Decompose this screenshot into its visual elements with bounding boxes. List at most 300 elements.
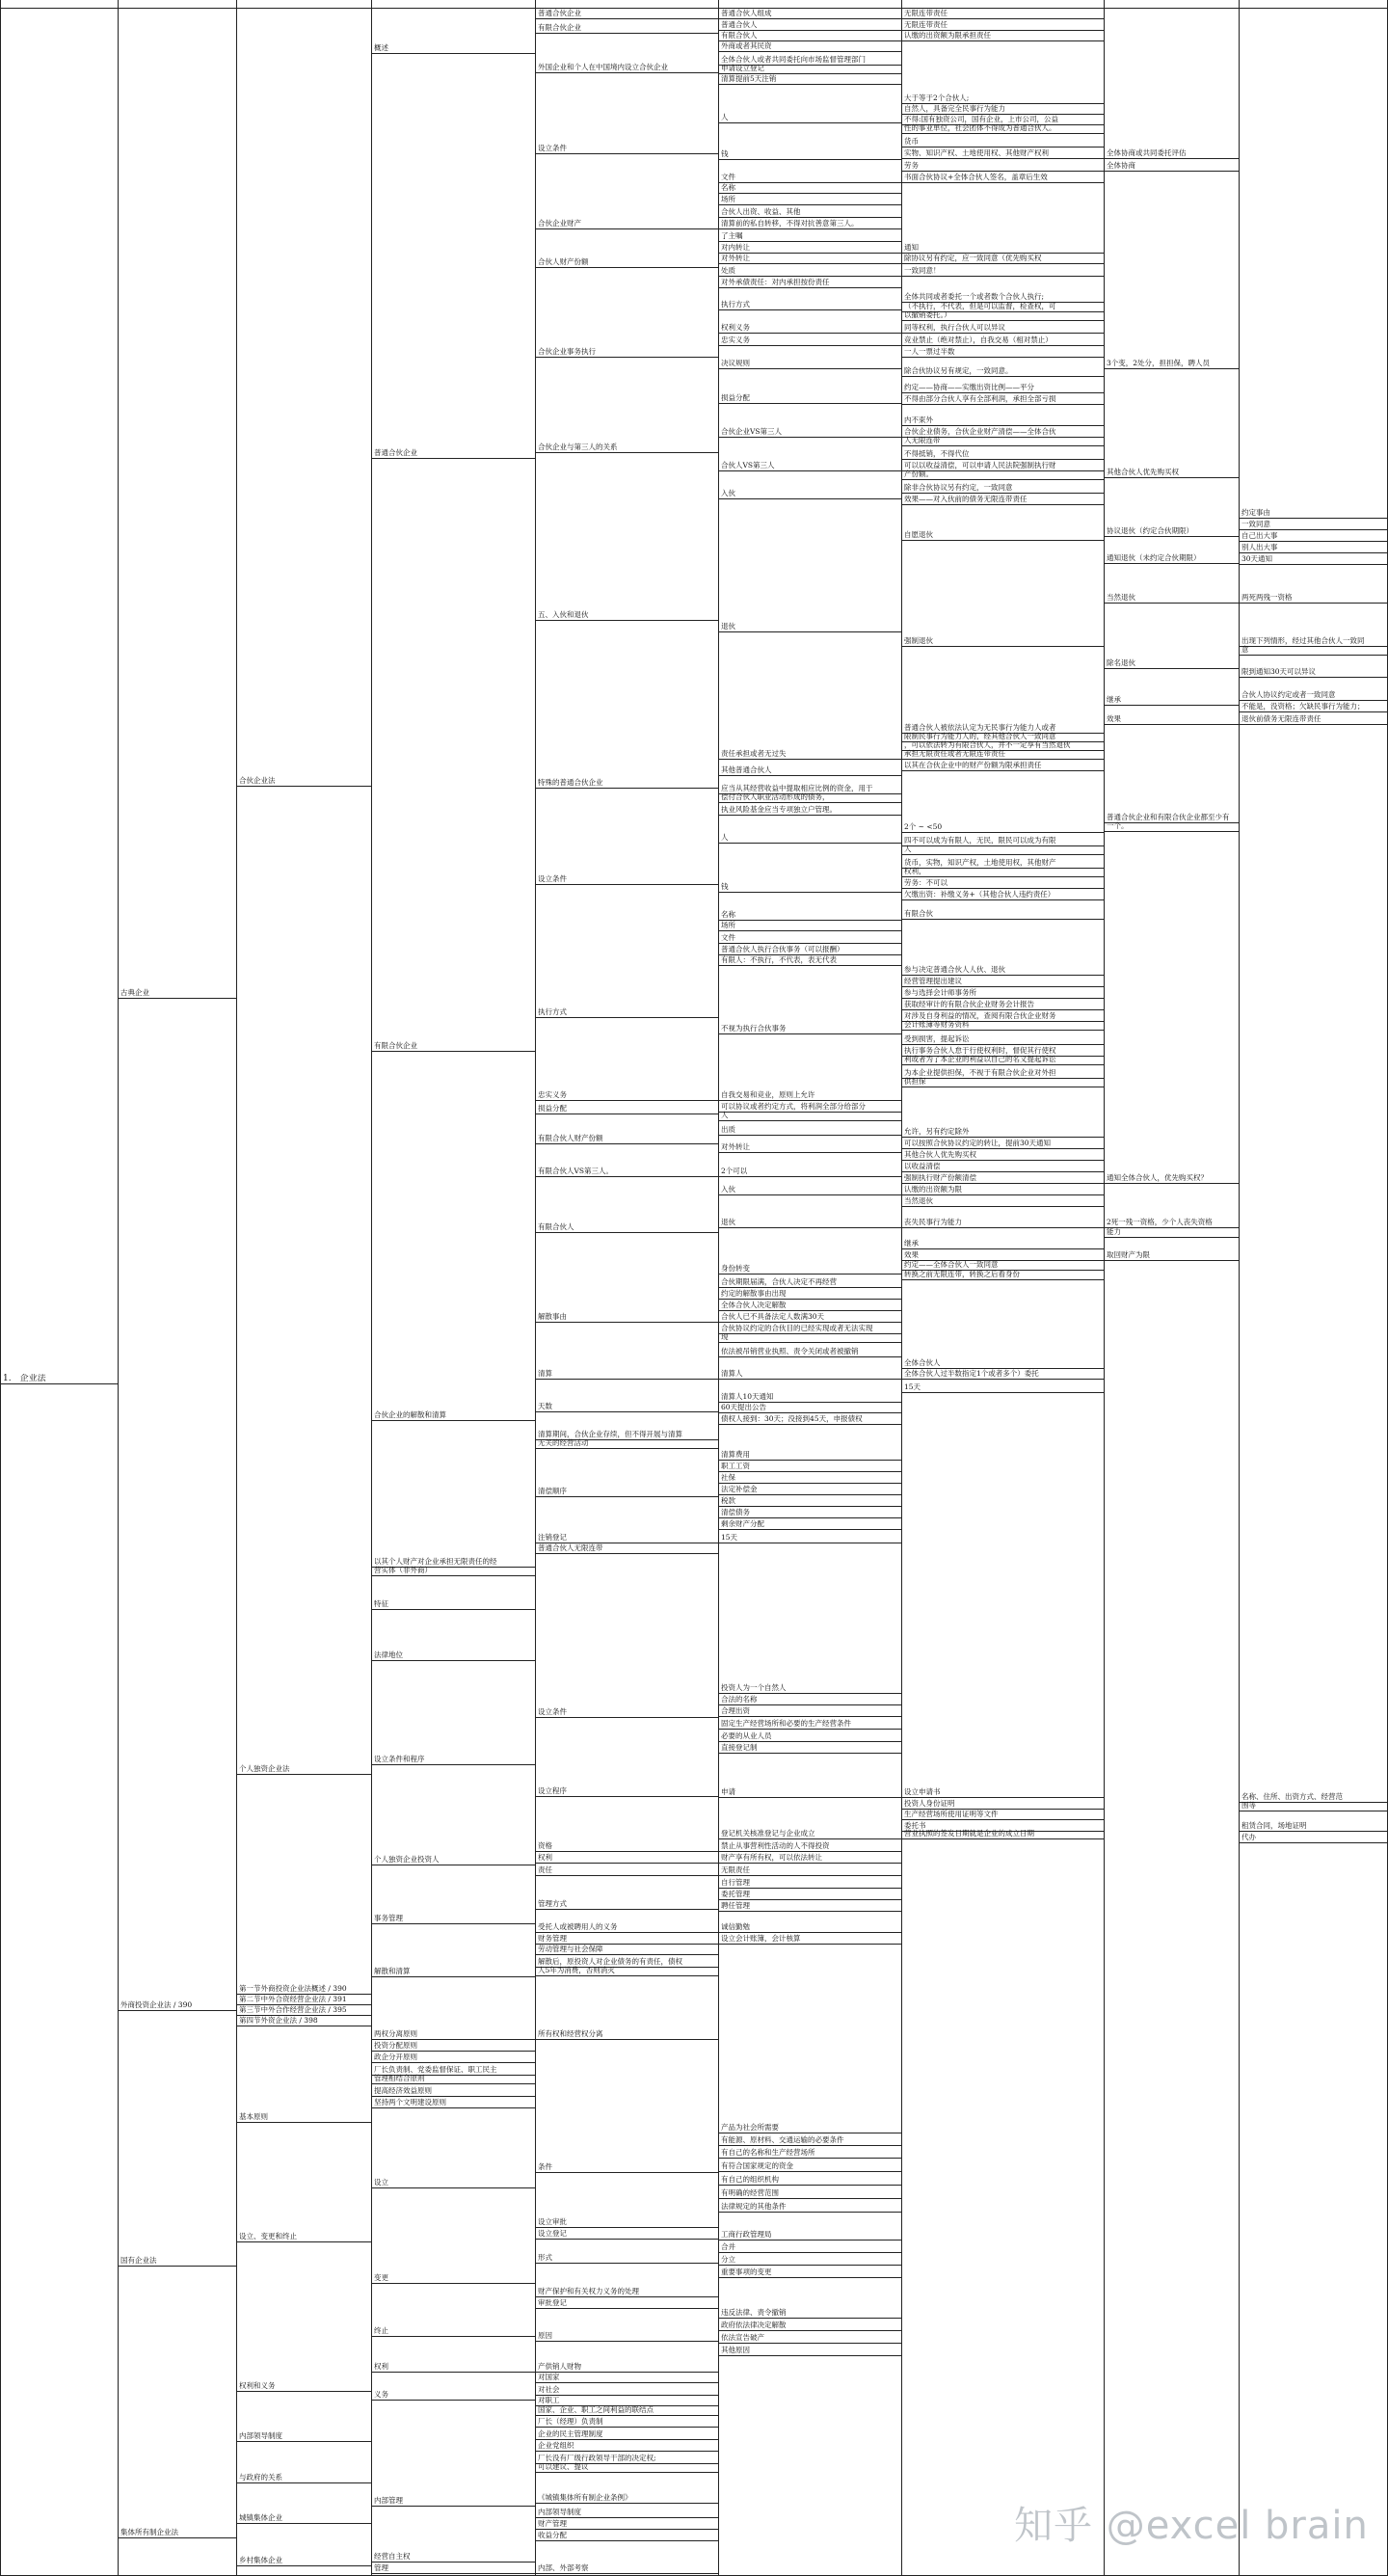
- row-divider: [718, 1333, 901, 1334]
- cell-text: 设立条件和程序: [374, 1755, 425, 1763]
- row-divider: [1239, 677, 1388, 678]
- cell-text: 权利: [538, 1853, 552, 1862]
- cell-text: 法定补偿金: [721, 1485, 758, 1493]
- cell-text: 有限合伙人财产份额: [538, 1134, 603, 1142]
- row-divider: [535, 620, 718, 621]
- cell-text: 代办: [1241, 1833, 1256, 1841]
- row-divider: [118, 2266, 236, 2267]
- row-divider: [718, 204, 901, 205]
- row-divider: [535, 1448, 718, 1449]
- row-divider: [1104, 603, 1239, 604]
- row-divider: [371, 2372, 535, 2373]
- cell-text: 了主嘱: [721, 231, 743, 240]
- cell-text: 投资分配原则: [374, 2041, 417, 2050]
- cell-text: 与政府的关系: [239, 2473, 282, 2482]
- cell-text: 投资人身份证明: [904, 1799, 955, 1808]
- row-divider: [371, 2506, 535, 2507]
- cell-text: 法律地位: [374, 1650, 403, 1659]
- column-border-1: [118, 0, 119, 2576]
- cell-text: 不得由部分合伙人享有全部利润，承担全部亏损: [904, 394, 1056, 403]
- cell-text: 申请: [721, 1787, 735, 1796]
- cell-text: 偿付合伙人职业活动形成的债务，: [721, 792, 830, 801]
- cell-text: 设立申请书: [904, 1787, 941, 1796]
- cell-text: 文件: [721, 933, 735, 942]
- cell-text: 劳动管理与社会保障: [538, 1945, 603, 1953]
- row-divider: [901, 333, 1104, 334]
- row-divider: [371, 2051, 535, 2052]
- cell-text: 坚持两个文明建设原则: [374, 2098, 446, 2106]
- cell-text: 普通合伙人组成: [721, 9, 772, 17]
- row-divider: [371, 2283, 535, 2284]
- row-divider: [718, 2330, 901, 2331]
- row-divider: [371, 2083, 535, 2084]
- cell-text: 无限连带责任: [904, 20, 948, 29]
- cell-text: 通知全体合伙人，优先购买权？: [1107, 1173, 1208, 1182]
- cell-text: 设立: [374, 2178, 388, 2187]
- row-divider: [901, 158, 1104, 159]
- cell-text: 忠实义务: [721, 335, 750, 344]
- row-divider: [371, 458, 535, 459]
- row-divider: [1104, 668, 1239, 669]
- row-divider: [535, 2451, 718, 2452]
- cell-text: 转换之前无限连带，转换之后看身份: [904, 1270, 1020, 1278]
- cell-text: 强制退伙: [904, 636, 933, 645]
- row-divider: [718, 2240, 901, 2241]
- row-divider: [535, 1100, 718, 1101]
- row-divider: [535, 153, 718, 154]
- cell-text: 古典企业: [120, 988, 149, 997]
- cell-text: 清算人10天通知: [721, 1392, 774, 1401]
- cell-text: 必要的从业人员: [721, 1731, 772, 1740]
- cell-text: 个人独资企业投资人: [374, 1855, 440, 1864]
- cell-text: 形式: [538, 2253, 552, 2262]
- row-divider: [535, 1017, 718, 1018]
- row-divider: [535, 1954, 718, 1955]
- cell-text: 财务管理: [538, 1934, 567, 1943]
- cell-text: 别人出大事: [1241, 543, 1278, 551]
- cell-text: 无限责任: [721, 1865, 750, 1874]
- cell-text: 效果——对入伙前的债务无限连带责任: [904, 495, 1028, 503]
- cell-text: 重要事项的变更: [721, 2267, 772, 2276]
- cell-text: 允许，另有约定除外: [904, 1127, 970, 1136]
- row-divider: [901, 345, 1104, 346]
- cell-text: 为本企业提供担保，不视于有限合伙企业对外担: [904, 1068, 1056, 1077]
- row-divider: [718, 1888, 901, 1889]
- row-divider: [718, 345, 901, 346]
- row-divider: [718, 1753, 901, 1754]
- cell-text: 清算提前5天注销: [721, 74, 777, 83]
- row-divider: [718, 1704, 901, 1705]
- cell-text: 财产享有所有权，可以依法转让: [721, 1853, 822, 1862]
- cell-text: 15天: [721, 1533, 738, 1542]
- cell-text: 固定生产经营场所和必要的生产经营条件: [721, 1719, 851, 1728]
- row-divider: [901, 759, 1104, 760]
- row-divider: [901, 1030, 1104, 1031]
- cell-text: 依法宣告破产: [721, 2333, 764, 2342]
- cell-text: 其他合伙人优先购买权: [904, 1150, 976, 1159]
- row-divider: [901, 540, 1104, 541]
- row-divider: [718, 182, 901, 183]
- row-divider: [901, 1248, 1104, 1249]
- row-divider: [901, 1137, 1104, 1138]
- cell-text: 两权分离原则: [374, 2029, 417, 2038]
- cell-text: 不视为执行合伙事务: [721, 1024, 787, 1033]
- cell-text: 2个 ~ <50: [904, 822, 943, 831]
- row-divider: [371, 1575, 535, 1576]
- row-divider: [718, 1529, 901, 1530]
- cell-text: 第四节外资企业法 / 398: [239, 2016, 318, 2025]
- cell-text: 聘任管理: [721, 1901, 750, 1910]
- cell-text: 管理相结合原则: [374, 2074, 425, 2082]
- cell-text: 实物、知识产权、土地使用权、其他财产权利: [904, 148, 1049, 157]
- row-divider: [535, 1932, 718, 1933]
- cell-text: 提高经济效益原则: [374, 2086, 432, 2095]
- cell-text: 《城镇集体所有制企业条例》: [538, 2493, 632, 2502]
- row-divider: [901, 868, 1104, 869]
- row-divider: [1239, 518, 1388, 519]
- cell-text: 合伙企业的解散和清算: [374, 1410, 446, 1419]
- row-divider: [535, 267, 718, 268]
- row-divider: [718, 368, 901, 369]
- row-divider: [718, 1227, 901, 1228]
- cell-text: 内部管理: [374, 2496, 403, 2505]
- row-divider: [901, 1044, 1104, 1045]
- row-divider: [718, 2277, 901, 2278]
- row-divider: [535, 884, 718, 885]
- cell-text: 人: [721, 1111, 729, 1119]
- row-divider: [535, 1796, 718, 1797]
- row-divider: [236, 1774, 371, 1775]
- cell-text: 第二节中外合资经营企业法 / 391: [239, 1995, 347, 2003]
- row-divider: [718, 84, 901, 85]
- cell-text: 债权人接到：30天；没接到45天，申报债权: [721, 1414, 863, 1423]
- row-divider: [718, 1875, 901, 1876]
- row-divider: [901, 392, 1104, 393]
- row-divider: [236, 2482, 371, 2483]
- cell-text: 合伙人已不具备法定人数满30天: [721, 1312, 825, 1321]
- cell-text: 内部、外部考察: [538, 2563, 589, 2572]
- row-divider: [718, 1310, 901, 1311]
- cell-text: 责任: [538, 1865, 552, 1874]
- row-divider: [371, 2562, 535, 2563]
- cell-text: 管理: [374, 2563, 388, 2572]
- row-divider: [1104, 1237, 1239, 1238]
- cell-text: 损益分配: [721, 393, 750, 402]
- row-divider: [718, 2171, 901, 2172]
- cell-text: 解散和清算: [374, 1967, 411, 1975]
- cell-text: 全体共同或者委托一个或者数个合伙人执行;: [904, 292, 1045, 301]
- cell-text: 对外转让: [721, 1142, 750, 1151]
- row-divider: [535, 2503, 718, 2504]
- cell-text: 性的事业单位，社会团体不得成为普通合伙人。: [904, 123, 1056, 132]
- cell-text: 供担保: [904, 1077, 926, 1086]
- cell-text: 对内转让: [721, 243, 750, 252]
- row-divider: [901, 1064, 1104, 1065]
- row-divider: [901, 445, 1104, 446]
- cell-text: 书面合伙协议+全体合伙人签名，盖章后生效: [904, 173, 1048, 181]
- cell-text: 权利，: [904, 867, 926, 875]
- row-divider: [718, 263, 901, 264]
- cell-text: 全体合伙人过半数指定1个或者多个）委托: [904, 1369, 1039, 1378]
- row-divider: [535, 1975, 718, 1976]
- cell-text: 无限连带责任: [904, 9, 948, 17]
- row-divider: [901, 171, 1104, 172]
- row-divider: [901, 425, 1104, 426]
- cell-text: 参与选择会计师事务所: [904, 988, 976, 997]
- row-divider: [718, 802, 901, 803]
- cell-text: 注销登记: [538, 1533, 567, 1542]
- row-divider: [718, 51, 901, 52]
- row-divider: [718, 815, 901, 816]
- row-divider: [718, 631, 901, 632]
- row-divider: [535, 1411, 718, 1412]
- cell-text: 租赁合同，场地证明: [1241, 1821, 1307, 1830]
- cell-text: 名称、住所、出资方式、经营范: [1241, 1792, 1343, 1801]
- cell-text: 特殊的普通合伙企业: [538, 778, 603, 787]
- cell-text: 申请设立登记: [721, 64, 764, 72]
- row-divider: [901, 1183, 1104, 1184]
- cell-text: 外商投资企业法 / 390: [120, 2000, 193, 2009]
- row-divider: [718, 1797, 901, 1798]
- row-divider: [535, 1496, 718, 1497]
- row-divider: [1239, 646, 1388, 647]
- row-divider: [236, 2241, 371, 2242]
- cell-text: 执行事务合伙人怠于行使权利时，督促其行使权: [904, 1046, 1056, 1055]
- column-border-6: [901, 0, 902, 2576]
- cell-text: 货币: [904, 137, 919, 146]
- cell-text: 全体合伙人或者共同委托向市场监督管理部门: [721, 55, 866, 64]
- row-divider: [371, 1660, 535, 1661]
- cell-text: 清算前的私自转移，不得对抗善意第三人。: [721, 219, 859, 228]
- row-divider: [718, 1944, 901, 1945]
- cell-text: 有限合伙人: [538, 1222, 574, 1231]
- cell-text: 效果: [904, 1250, 919, 1259]
- row-divider: [718, 241, 901, 242]
- row-divider: [718, 1176, 901, 1177]
- row-divider: [718, 2265, 901, 2266]
- row-divider: [718, 1322, 901, 1323]
- row-divider: [371, 1051, 535, 1052]
- cell-text: 约定事由: [1241, 508, 1270, 517]
- row-divider: [1104, 171, 1239, 172]
- row-divider: [535, 2427, 718, 2428]
- row-divider: [1239, 1831, 1388, 1832]
- row-divider: [535, 1909, 718, 1910]
- cell-text: 约定——全体合伙人一致同意: [904, 1260, 999, 1269]
- cell-text: 普通合伙企业: [538, 9, 581, 17]
- row-divider: [535, 1875, 718, 1876]
- watermark: 知乎 @excel brain: [1014, 2504, 1369, 2548]
- cell-text: 全体合伙人决定解散: [721, 1301, 787, 1309]
- row-divider: [535, 2239, 718, 2240]
- row-divider: [718, 759, 901, 760]
- cell-text: 收益分配: [538, 2531, 567, 2539]
- row-divider: [118, 2010, 236, 2011]
- cell-text: 依法被吊销营业执照、责令关闭或者被撤销: [721, 1347, 859, 1355]
- cell-text: 名称: [721, 183, 735, 192]
- row-divider: [1239, 564, 1388, 565]
- row-divider: [718, 2198, 901, 2199]
- cell-text: 合伙企业VS第三人: [721, 427, 783, 436]
- row-divider: [901, 876, 1104, 877]
- row-divider: [901, 1009, 1104, 1010]
- row-divider: [718, 1471, 901, 1472]
- cell-text: 两死两残一资格: [1241, 593, 1293, 602]
- row-divider: [371, 2096, 535, 2097]
- cell-text: 会计账簿等财务资料: [904, 1020, 970, 1029]
- row-divider: [718, 2252, 901, 2253]
- cell-text: 应当从其经营收益中提取相应比例的资金，用于: [721, 784, 873, 792]
- row-divider: [535, 2415, 718, 2416]
- cell-text: 协议退伙（约定合伙期限）: [1107, 526, 1193, 535]
- cell-text: 2死一残一资格，少个人丧失资格: [1107, 1218, 1213, 1226]
- cell-text: 有自己的名称和生产经营场所: [721, 2148, 815, 2157]
- row-divider: [371, 2062, 535, 2063]
- cell-text: 有限人：不执行，不代表，表无代表: [721, 955, 837, 964]
- row-divider: [535, 2439, 718, 2440]
- row-divider: [718, 1483, 901, 1484]
- row-divider: [1104, 831, 1239, 832]
- row-divider: [718, 775, 901, 776]
- cell-text: 政府依法律决定解散: [721, 2321, 787, 2329]
- row-divider: [718, 2343, 901, 2344]
- row-divider: [718, 122, 901, 123]
- cell-text: 认缴的出资额为限承担责任: [904, 31, 991, 40]
- row-divider: [718, 2185, 901, 2186]
- row-divider: [901, 1227, 1104, 1228]
- row-divider: [901, 1797, 1104, 1798]
- row-divider: [718, 159, 901, 160]
- row-divider: [1239, 724, 1388, 725]
- cell-text: 一致同意！: [904, 266, 941, 275]
- cell-text: 无关的经营活动: [538, 1438, 589, 1447]
- cell-text: 国家、企业、职工之间利益的联结点: [538, 2405, 654, 2414]
- row-divider: [901, 147, 1104, 148]
- row-divider: [1239, 700, 1388, 701]
- row-divider: [901, 493, 1104, 494]
- cell-text: 30天通知: [1241, 554, 1273, 563]
- cell-text: 名称: [721, 910, 735, 919]
- cell-text: 全体协商: [1107, 161, 1135, 170]
- cell-text: 效果: [1107, 714, 1121, 723]
- row-divider: [0, 1383, 118, 1384]
- cell-text: 以收益清偿: [904, 1162, 941, 1170]
- row-divider: [1104, 1183, 1239, 1184]
- cell-text: （不执行，不代表，但是可以监督，检查权，可: [904, 302, 1056, 310]
- cell-text: 15天: [904, 1382, 921, 1391]
- cell-text: 场所: [721, 195, 735, 203]
- cell-text: 合伙期限届满，合伙人决定不再经营: [721, 1277, 837, 1286]
- cell-text: 除合伙协议另有规定，一致同意。: [904, 366, 1013, 375]
- row-divider: [718, 1135, 901, 1136]
- row-divider: [535, 2372, 718, 2373]
- row-divider: [901, 1379, 1104, 1380]
- row-divider: [535, 2382, 718, 2383]
- cell-text: 普通合伙人执行合伙事务（可以报酬）: [721, 945, 844, 953]
- row-divider: [901, 404, 1104, 405]
- row-divider: [371, 1923, 535, 1924]
- cell-text: 清算: [538, 1369, 552, 1378]
- cell-text: 合理出资: [721, 1706, 750, 1715]
- row-divider: [1239, 529, 1388, 530]
- cell-text: 全体协商或共同委托评估: [1107, 148, 1187, 157]
- cell-text: 强制执行财产份额清偿: [904, 1173, 976, 1182]
- cell-text: 不得抵销，不得代位: [904, 449, 970, 458]
- row-divider: [718, 2318, 901, 2319]
- cell-text: 法律规定的其他条件: [721, 2202, 787, 2211]
- row-divider: [371, 1976, 535, 1977]
- cell-text: 受托人或被聘用人的义务: [538, 1922, 618, 1931]
- cell-text: 出质: [721, 1125, 735, 1134]
- row-divider: [718, 403, 901, 404]
- cell-text: 损益分配: [538, 1104, 567, 1113]
- cell-text: 违反法律、责令撤销: [721, 2308, 787, 2317]
- cell-text: 原因: [538, 2331, 552, 2340]
- row-divider: [718, 18, 901, 19]
- cell-text: 有限合伙: [904, 909, 933, 918]
- row-divider: [1239, 655, 1388, 656]
- row-divider: [901, 182, 1104, 183]
- cell-text: 能力: [1107, 1227, 1121, 1236]
- cell-text: 限到通知30天可以异议: [1241, 667, 1317, 676]
- column-border-8: [1239, 0, 1240, 2576]
- row-divider: [901, 40, 1104, 41]
- cell-text: 3个变，2处分，担担保，聘人员: [1107, 359, 1211, 367]
- cell-text: 经营管理提出建议: [904, 977, 962, 985]
- row-divider: [535, 2296, 718, 2297]
- row-divider: [1239, 1842, 1388, 1843]
- cell-text: 欠缴出资：补缴义务+（其他合伙人违约责任）: [904, 890, 1055, 899]
- row-divider: [718, 1899, 901, 1900]
- row-divider: [901, 1819, 1104, 1820]
- row-divider: [901, 986, 1104, 987]
- cell-text: 清偿债务: [721, 1508, 750, 1516]
- cell-text: 可以按照合伙协议约定的转让，提前30天通知: [904, 1139, 1052, 1147]
- row-divider: [1104, 536, 1239, 537]
- cell-text: 内部领导制度: [538, 2508, 581, 2516]
- cell-text: 利或者为了本企业的利益以自己的名义提起诉讼: [904, 1055, 1056, 1063]
- row-divider: [236, 2441, 371, 2442]
- row-divider: [901, 770, 1104, 771]
- cell-text: 以其在合伙企业中的财产份额为限承担责任: [904, 761, 1042, 769]
- cell-text: 意: [1241, 645, 1249, 654]
- row-divider: [718, 498, 901, 499]
- row-divider: [718, 1729, 901, 1730]
- row-divider: [901, 1838, 1104, 1839]
- cell-text: 以撤销委托。）: [904, 310, 951, 319]
- column-border-2: [236, 0, 237, 2576]
- cell-text: 权利和义务: [239, 2381, 276, 2390]
- row-divider: [718, 228, 901, 229]
- cell-text: 以其个人财产对企业承担无限责任的经: [374, 1557, 497, 1566]
- cell-text: 登记机关核准登记与企业成立: [721, 1829, 815, 1838]
- row-divider: [371, 2400, 535, 2401]
- cell-text: 内不束外: [904, 416, 933, 424]
- row-divider: [901, 504, 1104, 505]
- cell-text: 当然退伙: [904, 1196, 933, 1205]
- cell-text: 设立条件: [538, 874, 567, 883]
- row-divider: [718, 1838, 901, 1839]
- cell-text: 其他合伙人优先购买权: [1107, 468, 1179, 476]
- cell-text: 1. 企业法: [3, 1374, 46, 1383]
- row-divider: [718, 1112, 901, 1113]
- row-divider: [718, 1100, 901, 1101]
- cell-text: 合伙企业与第三人的关系: [538, 443, 618, 451]
- cell-text: 认缴的出资额为限: [904, 1185, 962, 1194]
- cell-text: 清算人: [721, 1369, 743, 1378]
- cell-text: 同等权利，执行合伙人可以异议: [904, 323, 1005, 332]
- row-divider: [718, 333, 901, 334]
